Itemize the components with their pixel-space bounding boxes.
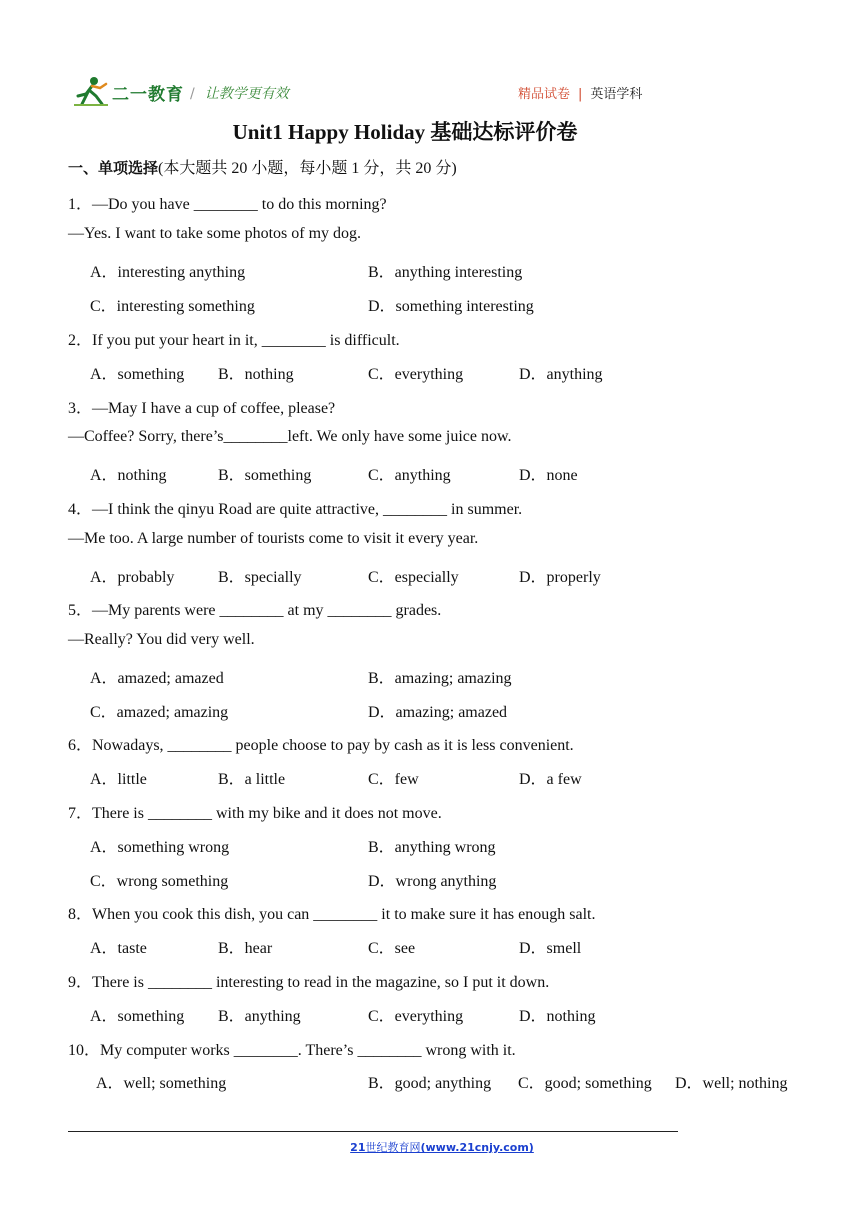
option-a[interactable]: A．something (90, 366, 185, 383)
question-extra: —Me too. A large number of tourists come to visit it every year. (68, 530, 479, 547)
option-d[interactable]: D．a few (519, 771, 582, 788)
question-extra: —Really? You did very well. (68, 631, 255, 648)
option-c[interactable]: C．see (368, 940, 416, 957)
option-b[interactable]: B．specially (218, 569, 302, 586)
option-d[interactable]: D．none (519, 467, 578, 484)
option-b[interactable]: B．nothing (218, 366, 294, 383)
slogan-text: 让教学更有效 (204, 86, 289, 102)
question-stem: 6．Nowadays, ________ people choose to pay by cash as it is less convenient. (68, 737, 574, 754)
page-title: Unit1 Happy Holiday 基础达标评价卷 (232, 120, 578, 144)
footer-url[interactable]: (www.21cnjy.com) (420, 1141, 534, 1154)
option-a[interactable]: A．something wrong (90, 839, 230, 856)
question-stem: 8．When you cook this dish, you can ________ it to make sure it has enough salt. (68, 906, 596, 923)
page-footer[interactable] (0, 1139, 860, 1155)
option-d[interactable]: D．smell (519, 940, 582, 957)
option-b[interactable]: B．good; anything (368, 1075, 492, 1092)
option-a[interactable]: A．taste (90, 940, 147, 957)
option-a[interactable]: A．probably (90, 569, 175, 586)
option-c[interactable]: C．especially (368, 569, 459, 586)
option-c[interactable]: C．anything (368, 467, 451, 484)
question-stem: 9．There is ________ interesting to read in the magazine, so I put it down. (68, 974, 550, 991)
option-c[interactable]: C．wrong something (90, 873, 229, 890)
option-c[interactable]: C．good; something (518, 1075, 652, 1092)
option-c[interactable]: C．few (368, 771, 419, 788)
option-a[interactable]: A．interesting anything (90, 264, 246, 281)
section-title: 一、单项选择 (68, 159, 159, 177)
question-stem: 4．—I think the qinyu Road are quite attractive, ________ in summer. (68, 501, 523, 518)
option-a[interactable]: A．little (90, 771, 147, 788)
logo (72, 74, 184, 108)
option-a[interactable]: A．nothing (90, 467, 167, 484)
footer-divider (68, 1131, 678, 1132)
footer-site: 世纪教育网 (365, 1141, 421, 1154)
option-a[interactable]: A．amazed; amazed (90, 670, 224, 687)
slogan (190, 83, 289, 103)
question-stem: 3．—May I have a cup of coffee, please? (68, 400, 336, 417)
option-d[interactable]: D．wrong anything (368, 873, 497, 890)
option-c[interactable]: C．interesting something (90, 298, 255, 315)
option-b[interactable]: B．hear (218, 940, 273, 957)
option-d[interactable]: D．nothing (519, 1008, 596, 1025)
header-divider: | (578, 87, 583, 102)
badge-label: 精品试卷 (518, 87, 571, 102)
question-stem: 2．If you put your heart in it, ________ is difficult. (68, 332, 400, 349)
option-d[interactable]: D．amazing; amazed (368, 704, 508, 721)
option-d[interactable]: D．properly (519, 569, 601, 586)
question-stem: 5．—My parents were ________ at my ________ grades. (68, 602, 442, 619)
option-b[interactable]: B．anything (218, 1008, 301, 1025)
option-b[interactable]: B．something (218, 467, 312, 484)
section-note: (本大题共 20 小题，每小题 1 分，共 20 分) (158, 160, 457, 177)
option-c[interactable]: C．everything (368, 1008, 464, 1025)
question-extra: —Coffee? Sorry, there’s________left. We only have some juice now. (68, 428, 512, 445)
header-right (518, 83, 642, 102)
question-extra: —Yes. I want to take some photos of my dog. (68, 225, 362, 242)
question-stem: 7．There is ________ with my bike and it does not move. (68, 805, 442, 822)
option-b[interactable]: B．a little (218, 771, 286, 788)
option-b[interactable]: B．anything interesting (368, 264, 523, 281)
runner-logo-icon (72, 74, 112, 108)
option-d[interactable]: D．anything (519, 366, 603, 383)
option-a[interactable]: A．something (90, 1008, 185, 1025)
option-b[interactable]: B．anything wrong (368, 839, 496, 856)
question-stem: 1．—Do you have ________ to do this morning? (68, 196, 387, 213)
subject-label: 英语学科 (590, 87, 643, 102)
option-d[interactable]: D．something interesting (368, 298, 534, 315)
slogan-separator: / (190, 86, 195, 102)
page-header (72, 74, 672, 108)
option-d[interactable]: D．well; nothing (675, 1075, 788, 1092)
option-a[interactable]: A．well; something (96, 1075, 227, 1092)
option-b[interactable]: B．amazing; amazing (368, 670, 512, 687)
option-c[interactable]: C．everything (368, 366, 464, 383)
option-c[interactable]: C．amazed; amazing (90, 704, 229, 721)
footer-num: 21 (350, 1141, 366, 1154)
question-stem: 10．My computer works ________. There’s ________ wrong with it. (68, 1042, 516, 1059)
section-heading (68, 155, 457, 178)
logo-text: 二一教育 (112, 85, 184, 105)
